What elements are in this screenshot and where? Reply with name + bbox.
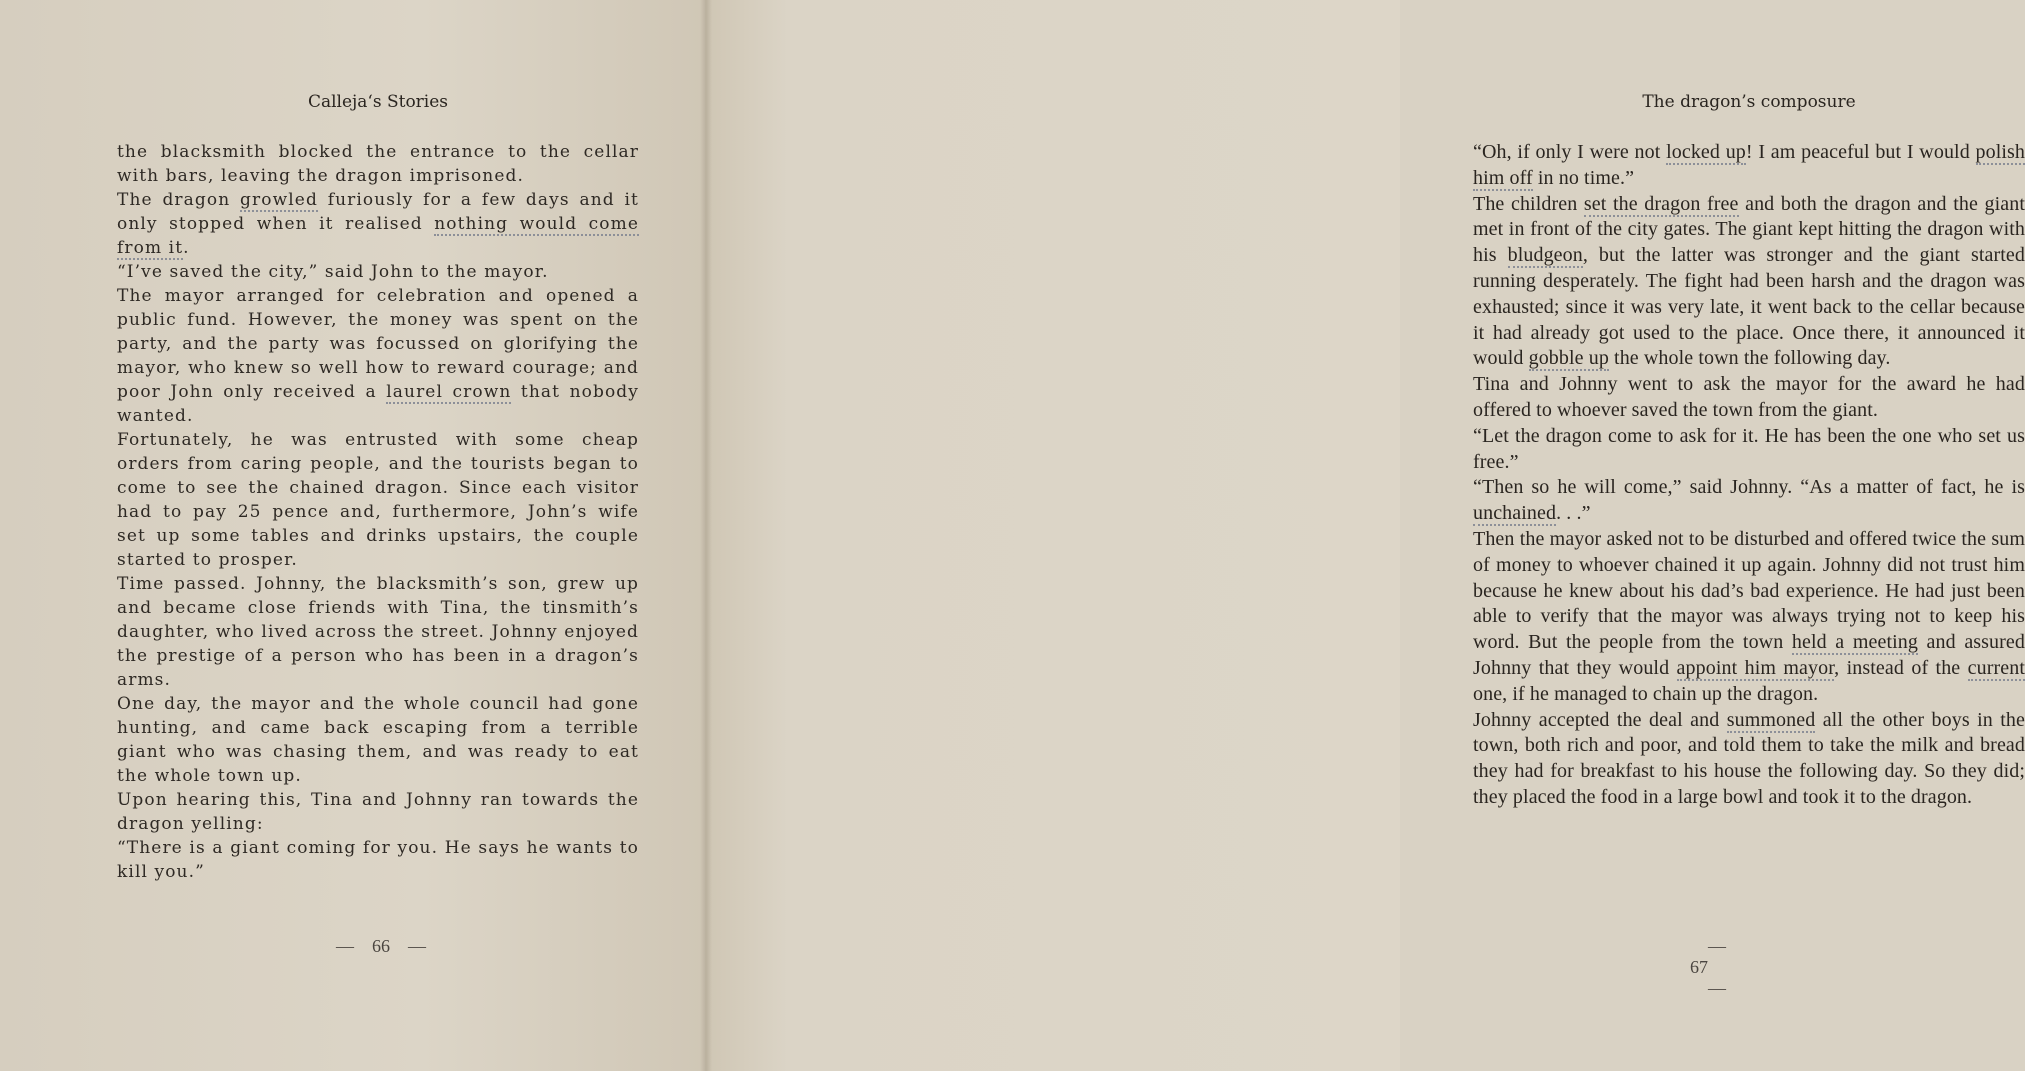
paragraph: Time passed. Johnny, the blacksmith’s son, grew up and became close friends with Tina, the tinsmith’s daughter, who lived across the street. Johnny enjoyed the prestige of a person who has been in a dragon’s arms. xyxy=(117,574,639,690)
paragraph: Johnny accepted the deal and summoned all the other boys in the town, both rich and poor, and told them to take the milk and bread they had for breakfast to his house the following day. So they did; they placed the food in a large bowl and took it to the dragon. xyxy=(1473,708,2025,808)
glossary-term[interactable]: polish him off xyxy=(1473,141,2025,189)
glossary-term[interactable]: appoint him mayor xyxy=(1676,656,1835,679)
paragraph: Fortunately, he was entrusted with some cheap orders from caring people, and the tourists began to come to see the chained dragon. Since each visitor had to pay 25 pence and, furthermore, John’s wife set up some tables and drinks upstairs, the couple started to prosper. xyxy=(117,430,639,570)
paragraph: the blacksmith blocked the entrance to the cellar with bars, leaving the dragon imprisoned. xyxy=(117,142,639,186)
paragraph: The dragon growled furiously for a few days and it only stopped when it realised nothing would come from it. xyxy=(117,190,639,258)
glossary-term[interactable]: held a meeting xyxy=(1791,631,1918,654)
folio-dash: — xyxy=(1708,936,1726,956)
glossary-term[interactable]: summoned xyxy=(1726,708,1816,731)
paragraph: “Let the dragon come to ask for it. He has been the one who set us free.” xyxy=(1473,424,2025,473)
paragraph: “I’ve saved the city,” said John to the mayor. xyxy=(117,262,549,282)
page-number: 67 xyxy=(1690,957,1708,977)
glossary-term[interactable]: laurel crown xyxy=(386,382,512,402)
running-head-left: Calleja‘s Stories xyxy=(307,92,449,112)
glossary-term[interactable]: set the dragon free xyxy=(1583,192,1739,215)
paragraph: “There is a giant coming for you. He says he wants to kill you.” xyxy=(117,838,639,882)
paragraph: “Oh, if only I were not locked up! I am peaceful but I would polish him off in no time.” xyxy=(1473,141,2025,189)
glossary-term[interactable]: current xyxy=(1967,656,2025,679)
page-number-right xyxy=(1690,936,1744,999)
paragraph: Upon hearing this, Tina and Johnny ran towards the dragon yelling: xyxy=(117,790,639,834)
right-page-body xyxy=(1473,140,2025,811)
page-number: 66 xyxy=(372,936,390,956)
glossary-term[interactable]: nothing would come from it xyxy=(117,214,639,258)
glossary-term[interactable]: gobble up xyxy=(1528,347,1609,370)
paragraph: One day, the mayor and the whole council had gone hunting, and came back escaping from a terrible giant who was chasing them, and was ready to eat the whole town up. xyxy=(117,694,639,786)
book-gutter xyxy=(700,0,712,1071)
glossary-term[interactable]: bludgeon xyxy=(1507,244,1583,267)
left-page xyxy=(0,0,705,1071)
paragraph: Tina and Johnny went to ask the mayor for the award he had offered to whoever saved the town from the giant. xyxy=(1473,373,2025,421)
folio-dash: — xyxy=(1708,978,1726,998)
glossary-term[interactable]: growled xyxy=(240,190,318,210)
folio-dash: — xyxy=(408,936,426,956)
left-page-body xyxy=(117,140,639,884)
paragraph: The mayor arranged for celebration and opened a public fund. However, the money was spent on the party, and the party was focussed on glorifying the mayor, who knew so well how to reward courage; and poor John only received a laurel crown that nobody wanted. xyxy=(117,286,639,426)
folio-dash: — xyxy=(336,936,354,956)
right-page xyxy=(705,0,2025,1071)
running-head-right: The dragon’s composure xyxy=(1642,92,1856,112)
glossary-term[interactable]: unchained xyxy=(1473,502,1557,525)
paragraph: Then the mayor asked not to be disturbed and offered twice the sum of money to whoever chained it up again. Johnny did not trust him because he knew about his dad’s bad experience. He had just been able to verify that the mayor was always trying not to keep his word. But the people from the town held a meeting and assured Johnny that they would appoint him mayor, instead of the current one, if he managed to chain up the dragon. xyxy=(1473,527,2025,705)
page-number-left xyxy=(318,936,444,957)
paragraph: The children set the dragon free and both the dragon and the giant met in front of the city gates. The giant kept hitting the dragon with his bludgeon, but the latter was stronger and the giant started running desperately. The fight had been harsh and the dragon was exhausted; since it was very late, it went back to the cellar because it had already got used to the place. Once there, it announced it would gobble up the whole town the following day. xyxy=(1473,192,2025,370)
glossary-term[interactable]: locked up xyxy=(1666,141,1746,163)
paragraph: “Then so he will come,” said Johnny. “As a matter of fact, he is unchained. . .” xyxy=(1473,476,2025,525)
